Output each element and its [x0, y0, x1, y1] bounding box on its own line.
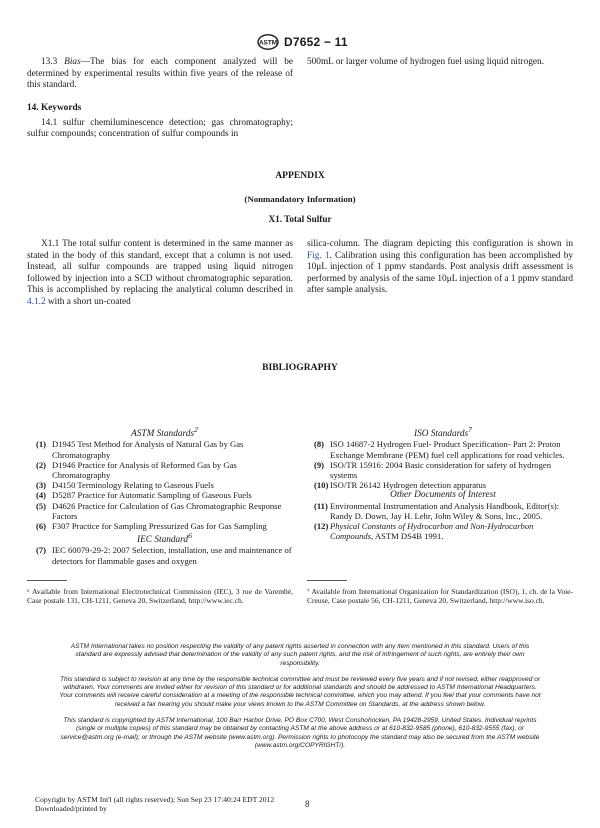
- bibliography-right: [314, 425, 572, 541]
- x1-title: X1. Total Sulfur: [268, 214, 332, 224]
- disclaimer-revision: This standard is subject to revision at any time by the responsible technical committee and must be reviewed every five years and if not revised, either reapproved or withdrawn. Your comments are invited either for revision of this standard or for additional standards and should be addressed to ASTM International Headquarters. Your comments will receive careful consideration at a meeting of the responsible technical committee, which you may attend. If you feel that your comments have not received a fair hearing you should make your views known to the ASTM Committee on Standards, at the address shown below.: [59, 675, 541, 708]
- item-text: IEC 60079-29-2: 2007 Selection, installation, use and maintenance of detectors for flammable gases and oxygen: [52, 545, 292, 566]
- section-number: 13.3: [41, 57, 65, 67]
- keywords-text: 14.1 sulfur chemiluminescence detection; gas chromatography; sulfur compounds; concentration of sulfur compounds in: [27, 117, 293, 139]
- footer-copyright: Copyright by ASTM Int'l (all rights reserved); Sun Sep 23 17:40:24 EDT 2012: [35, 795, 275, 804]
- other-list: [314, 501, 572, 542]
- disclaimer-patent: ASTM International takes no position respecting the validity of any patent rights asserted in connection with any item mentioned in this standard. Users of this standard are expressly advised that determination of the validity of any such patent rights, and the risk of infringement of such rights, are entirely their own responsibility.: [70, 643, 530, 667]
- item-text: ISO 14687-2 Hydrogen Fuel- Product Specification- Part 2: Proton Exchange Membrane (PEM) fuel cell applications for road vehicles.: [330, 439, 565, 460]
- item-text: D4626 Practice for Calculation of Gas Chromatographic Response Factors: [52, 500, 282, 521]
- list-item: [314, 439, 572, 459]
- item-number: (6): [36, 520, 47, 531]
- footer-downloaded: Downloaded/printed by: [35, 804, 107, 813]
- page-header: [0, 34, 600, 52]
- iso-standards-heading: [314, 425, 572, 439]
- designation: D7652 − 11: [284, 35, 348, 49]
- x1-right-text-a: silica-column. The diagram depicting this configuration is shown in: [307, 239, 573, 249]
- item-number: (4): [36, 490, 47, 501]
- item-text: Physical Constants of Hydrocarbon and Non-Hydrocarbon Compounds, ASTM DS4B 1991.: [330, 520, 534, 542]
- item-number: (11): [314, 500, 328, 511]
- list-item: [36, 460, 293, 480]
- page-footer: [35, 795, 335, 813]
- iec-head-text: IEC Standard: [137, 535, 189, 546]
- item-text: D4150 Terminology Relating to Gaseous Fuels: [52, 480, 214, 491]
- list-item: [36, 490, 293, 500]
- bibliography-title: BIBLIOGRAPHY: [262, 362, 338, 373]
- iso-list: [314, 439, 572, 490]
- item-number: (5): [36, 500, 47, 511]
- continuation-text: 500mL or larger volume of hydrogen fuel using liquid nitrogen.: [307, 57, 545, 67]
- footnote-7: ⁷ Available from International Organization for Standardization (ISO), 1, ch. de la Voie-Creuse, Case postale 56, CH-1211, Geneva 20, Switzerland, http://www.iso.ch.: [307, 587, 573, 605]
- disclaimer-copyright: This standard is copyrighted by ASTM International, 100 Barr Harbor Drive, PO Box C700, West Conshohocken, PA 19428-2959, United States. Individual reprints (single or multiple copies) of this standard may be obtained by contacting ASTM at the above address or at 610-832-9585 (phone), 610-832-9555 (fax), or service@astm.org (e-mail); or through the ASTM website (www.astm.org). Permission rights to photocopy the standard may also be secured from the ASTM website (www.astm.org/COPYRIGHT/).: [60, 717, 540, 749]
- appendix-title: APPENDIX: [275, 170, 325, 181]
- list-item: [36, 545, 293, 565]
- item-text: D1945 Test Method for Analysis of Natural Gas by Gas Chromatography: [52, 439, 244, 460]
- footnote-rule: [27, 580, 67, 581]
- section-4-1-2-link[interactable]: 4.1.2: [27, 296, 46, 307]
- list-item: [314, 480, 572, 490]
- astm-standards-heading: [36, 425, 293, 439]
- astm-logo-icon: [257, 34, 279, 50]
- item-text: F307 Practice for Sampling Pressurized Gas for Gas Sampling: [52, 520, 267, 531]
- footnote-right: [307, 580, 573, 605]
- iso-head-text: ISO Standards: [413, 429, 469, 440]
- iec-head-sup: 6: [188, 531, 192, 541]
- list-item: [36, 480, 293, 490]
- x1-right-text-b: . Calibration using this configuration has been accomplished by 10μL injection of 1 ppmv standards. Post analysis drift assessment is performed by analysis of the same 10μL injection of a 1 ppmv standard after sample analysis.: [307, 250, 574, 295]
- x1-1-right: [307, 239, 573, 297]
- iec-standard-heading: [36, 531, 293, 545]
- astm-disclaimer: [58, 643, 542, 750]
- keywords-title: 14. Keywords: [27, 103, 82, 113]
- list-item: [314, 501, 572, 521]
- item-number: (1): [36, 439, 47, 450]
- item-number: (8): [314, 439, 325, 450]
- bibliography-left: [36, 425, 293, 566]
- item-number: (3): [36, 480, 47, 491]
- astm-list: [36, 439, 293, 531]
- item-text: D5287 Practice for Automatic Sampling of Gaseous Fuels: [52, 490, 252, 501]
- astm-head-text: ASTM Standards: [131, 429, 195, 440]
- item-number: (7): [36, 545, 47, 556]
- x1-text-b: with a short un-coated: [45, 296, 131, 307]
- appendix-subtitle: (Nonmandatory Information): [244, 194, 356, 204]
- x1-1-left: [27, 239, 293, 308]
- footnote-left: [27, 580, 293, 605]
- list-item: [36, 521, 293, 531]
- astm-head-sup: 2: [194, 425, 198, 434]
- list-item: [314, 521, 572, 541]
- item-text: Environmental Instrumentation and Analysis Handbook, Editor(s): Randy D. Down, Jay H. Lehr, John Wiley & Sons, Inc., 2005.: [330, 500, 560, 521]
- other-documents-heading: Other Documents of Interest: [390, 490, 496, 501]
- item-number: (10): [314, 480, 329, 491]
- fig-1-link[interactable]: Fig. 1: [307, 250, 330, 261]
- bias-term: Bias: [64, 57, 81, 67]
- publication-title: Physical Constants of Hydrocarbon and Non-Hydrocarbon Compounds: [330, 520, 534, 542]
- item-text: ISO/TR 15916: 2004 Basic consideration for safety of hydrogen systems: [330, 459, 552, 480]
- footnote-rule: [307, 580, 347, 581]
- section-13-3: [27, 57, 293, 92]
- item-text: D1946 Practice for Analysis of Reformed Gas by Gas Chromatography: [52, 459, 237, 480]
- bias-text: —The bias for each component analyzed will be determined by experimental results within five years of the release of this standard.: [27, 57, 294, 90]
- svg-text:ASTM: ASTM: [258, 39, 278, 47]
- footnote-6: ⁶ Available from International Electrotechnical Commission (IEC), 3 rue de Varembé, Case postale 131, CH-1211, Geneva 20, Switzerland, http://www.iec.ch.: [27, 587, 293, 605]
- item-number: (9): [314, 459, 325, 470]
- x1-text-a: X1.1 The total sulfur content is determined in the same manner as stated in the body of this standard, except that a column is not used. Instead, all sulfur compounds are trapped using liquid nitrogen followed by injection into a SCD without chromatographic separation. This is accomplished by replacing the analytical column described in: [27, 239, 293, 295]
- list-item: [36, 439, 293, 459]
- item-number: (12): [314, 520, 329, 531]
- right-column-continuation: [307, 57, 573, 69]
- list-item: [36, 501, 293, 521]
- list-item: [314, 460, 572, 480]
- iso-head-sup: 7: [468, 425, 473, 434]
- item-text: ISO/TR 26142 Hydrogen detection apparatus: [330, 480, 487, 491]
- item-number: (2): [36, 459, 47, 470]
- page-number: 8: [305, 799, 310, 809]
- section-14-keywords: [27, 103, 293, 141]
